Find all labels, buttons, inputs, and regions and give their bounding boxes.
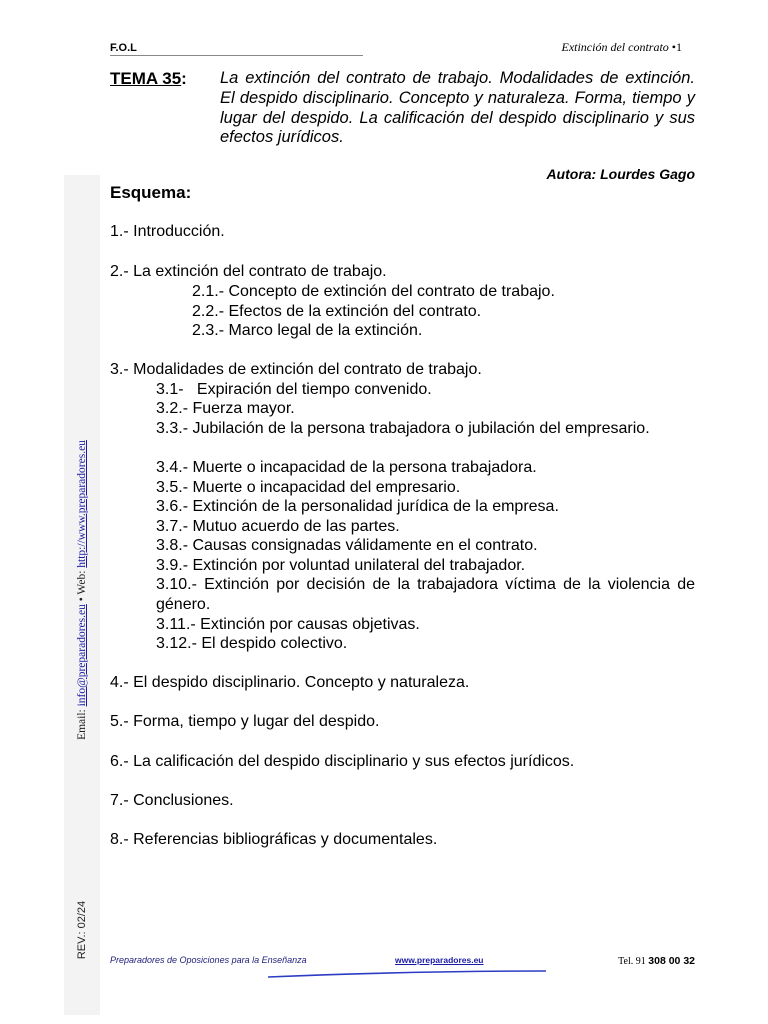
footer-phone-label: Tel. 91: [618, 956, 649, 967]
outline-item: 4.- El despido disciplinario. Concepto y naturaleza.: [110, 674, 470, 691]
web-link[interactable]: http://www.preparadores.eu: [76, 440, 88, 568]
header-rule: [110, 55, 363, 56]
outline-item: 8.- Referencias bibliográficas y documentales.: [110, 831, 438, 848]
header-subject: F.O.L: [110, 42, 137, 54]
footer-phone-number: 308 00 32: [648, 955, 695, 967]
author: Autora: Lourdes Gago: [546, 166, 695, 182]
outline-item: 1.- Introducción.: [110, 223, 225, 240]
footer-phone: [618, 955, 695, 967]
outline-item: 5.- Forma, tiempo y lugar del despido.: [110, 713, 380, 730]
outline-item: 6.- La calificación del despido disciplinario y sus efectos jurídicos.: [110, 753, 575, 770]
outline-subitem: 2.3.- Marco legal de la extinción.: [192, 322, 423, 339]
outline-subitem: 3.4.- Muerte o incapacidad de la persona trabajadora.: [156, 459, 537, 476]
page-number: •1: [671, 40, 682, 54]
footer-website-link[interactable]: www.preparadores.eu: [395, 955, 484, 965]
outline-subitem: 3.6.- Extinción de la personalidad jurídica de la empresa.: [156, 498, 559, 515]
tema-number: TEMA 35: [110, 69, 182, 88]
email-label: Email:: [76, 706, 88, 740]
sidebar-contact: [68, 440, 96, 740]
web-label: Web:: [76, 567, 88, 595]
outline-subitem: 3.10.- Extinción por decisión de la trabajadora víctima de la violencia de género.: [156, 576, 695, 613]
footer-organization: Preparadores de Oposiciones para la Enseñanza: [110, 955, 307, 965]
outline-subitem: 3.9.- Extinción por voluntad unilateral del trabajador.: [156, 557, 526, 574]
sidebar-separator: •: [76, 594, 88, 605]
outline-item: 7.- Conclusiones.: [110, 792, 234, 809]
esquema-heading: Esquema:: [110, 183, 192, 202]
tema-colon: :: [181, 69, 187, 88]
outline-subitem: 3.11.- Extinción por causas objetivas.: [156, 616, 420, 633]
outline-subitem: 3.3.- Jubilación de la persona trabajadora o jubilación del empresario.: [156, 420, 650, 437]
outline-item: 3.- Modalidades de extinción del contrato de trabajo.: [110, 361, 482, 378]
tema-label: [110, 69, 187, 89]
outline-subitem: 3.7.- Mutuo acuerdo de las partes.: [156, 518, 400, 535]
outline-subitem: 3.12.- El despido colectivo.: [156, 635, 348, 652]
outline-subitem: 2.2.- Efectos de la extinción del contrato.: [192, 303, 482, 320]
outline-subitem: 3.8.- Causas consignadas válidamente en el contrato.: [156, 537, 538, 554]
outline-subitem: 3.5.- Muerte o incapacidad del empresario.: [156, 479, 461, 496]
outline-subitem: 2.1.- Concepto de extinción del contrato de trabajo.: [192, 283, 555, 300]
outline-subitem: 3.1- Expiración del tiempo convenido.: [156, 381, 432, 398]
header-title-text: Extinción del contrato: [561, 40, 672, 54]
outline-subitem: 3.2.- Fuerza mayor.: [156, 400, 295, 417]
tema-title: La extinción del contrato de trabajo. Modalidades de extinción. El despido disciplinario. Concepto y naturaleza. Forma, tiempo y lugar del despido. La calificación del despido disciplinario y sus efectos jurídicos.: [220, 69, 695, 147]
revision-label: REV.: 02/24: [76, 900, 88, 960]
email-link[interactable]: info@preparadores.eu: [76, 604, 88, 707]
revision-box: [68, 895, 96, 965]
header-title: [561, 40, 682, 55]
outline-item: 2.- La extinción del contrato de trabajo.: [110, 263, 387, 280]
